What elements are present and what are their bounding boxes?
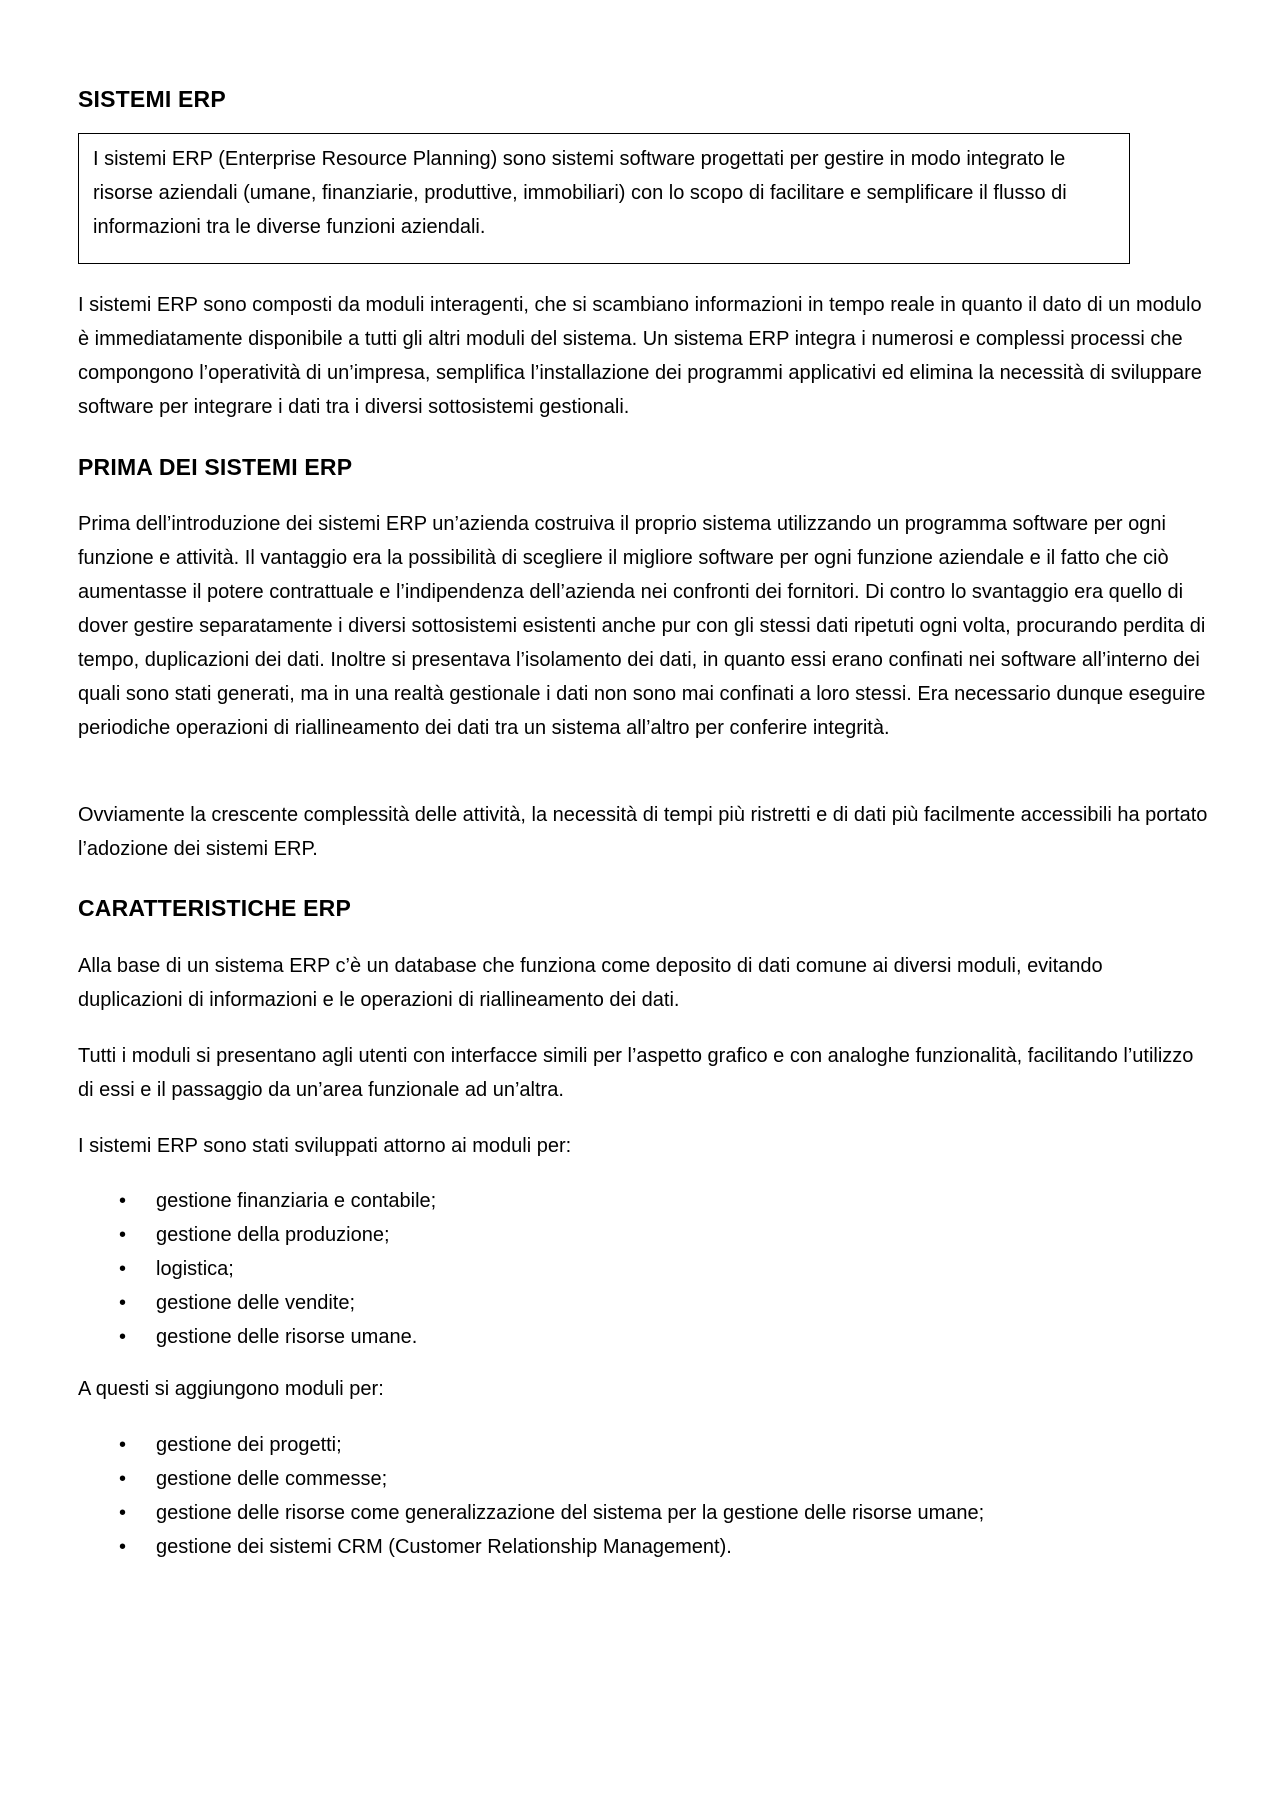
paragraph-adoption: Ovviamente la crescente complessità delle attività, la necessità di tempi più ristretti e di dati più facilmente accessibili ha portato l’adozione dei sistemi ERP.: [78, 804, 1208, 860]
list-item: [78, 1252, 436, 1286]
list-item: [78, 1428, 984, 1462]
paragraph-database: Alla base di un sistema ERP c’è un database che funziona come deposito di dati comune ai diversi moduli, evitando duplicazioni di informazioni e le operazioni di riallineamento dei dati.: [78, 955, 1103, 1011]
bullet-icon: •: [119, 1224, 127, 1246]
list-item-text: gestione delle commesse;: [156, 1468, 388, 1490]
list-item-text: gestione dei sistemi CRM (Customer Relationship Management).: [156, 1536, 732, 1558]
bullet-icon: •: [119, 1292, 127, 1314]
bullet-icon: •: [119, 1258, 127, 1280]
modules-list: [78, 1184, 436, 1354]
bullet-icon: •: [119, 1190, 127, 1212]
bullet-icon: •: [119, 1434, 127, 1456]
list-item: [78, 1218, 436, 1252]
list1-intro: I sistemi ERP sono stati sviluppati attorno ai moduli per:: [78, 1135, 572, 1157]
list-item-text: gestione delle vendite;: [156, 1292, 356, 1314]
section-title-prima-dei-sistemi-erp: PRIMA DEI SISTEMI ERP: [78, 454, 353, 480]
bullet-icon: •: [119, 1536, 127, 1558]
list-item: [78, 1286, 436, 1320]
bullet-icon: •: [119, 1326, 127, 1348]
definition-box: [78, 133, 1130, 264]
bullet-icon: •: [119, 1468, 127, 1490]
section-title-caratteristiche-erp: CARATTERISTICHE ERP: [78, 895, 351, 921]
list-item: [78, 1462, 984, 1496]
list-item: [78, 1496, 984, 1530]
list-item: [78, 1530, 984, 1564]
list-item-text: gestione finanziaria e contabile;: [156, 1190, 437, 1212]
list-item-text: gestione della produzione;: [156, 1224, 390, 1246]
paragraph-erp-modules: I sistemi ERP sono composti da moduli interagenti, che si scambiano informazioni in tempo reale in quanto il dato di un modulo è immediatamente disponibile a tutti gli altri moduli del sistema. Un sistema ERP integra i numerosi e complessi processi che compongono l’operatività di un’impresa, semplifica l’installazione dei programmi applicativi ed elimina la necessità di sviluppare software per integrare i dati tra i diversi sottosistemi gestionali.: [78, 294, 1202, 418]
list-item: [78, 1184, 436, 1218]
bullet-icon: •: [119, 1502, 127, 1524]
section-title-sistemi-erp: SISTEMI ERP: [78, 86, 226, 112]
list-item: [78, 1320, 436, 1354]
paragraph-before-erp: Prima dell’introduzione dei sistemi ERP un’azienda costruiva il proprio sistema utilizzando un programma software per ogni funzione e attività. Il vantaggio era la possibilità di scegliere il migliore software per ogni funzione aziendale e il fatto che ciò aumentasse il potere contrattuale e l’indipendenza dell’azienda nei confronti dei fornitori. Di contro lo svantaggio era quello di dover gestire separatamente i diversi sottosistemi esistenti anche pur con gli stessi dati ripetuti ogni volta, procurando perdita di tempo, duplicazioni dei dati. Inoltre si presentava l’isolamento dei dati, in quanto essi erano confinati nei software all’interno dei quali sono stati generati, ma in una realtà gestionale i dati non sono mai confinati a loro stessi. Era necessario dunque eseguire periodiche operazioni di riallineamento dei dati tra un sistema all’altro per conferire integrità.: [78, 513, 1206, 739]
definition-text: I sistemi ERP (Enterprise Resource Planning) sono sistemi software progettati per gestire in modo integrato le risorse aziendali (umane, finanziarie, produttive, immobiliari) con lo scopo di facilitare e semplificare il flusso di informazioni tra le diverse funzioni aziendali.: [93, 148, 1067, 238]
list2-intro: A questi si aggiungono moduli per:: [78, 1378, 384, 1400]
list-item-text: gestione delle risorse come generalizzazione del sistema per la gestione delle risorse umane;: [156, 1502, 985, 1524]
list-item-text: gestione delle risorse umane.: [156, 1326, 418, 1348]
additional-modules-list: [78, 1428, 984, 1564]
list-item-text: logistica;: [156, 1258, 234, 1280]
list-item-text: gestione dei progetti;: [156, 1434, 342, 1456]
paragraph-interfaces: Tutti i moduli si presentano agli utenti con interfacce simili per l’aspetto grafico e con analoghe funzionalità, facilitando l’utilizzo di essi e il passaggio da un’area funzionale ad un’altra.: [78, 1045, 1194, 1101]
